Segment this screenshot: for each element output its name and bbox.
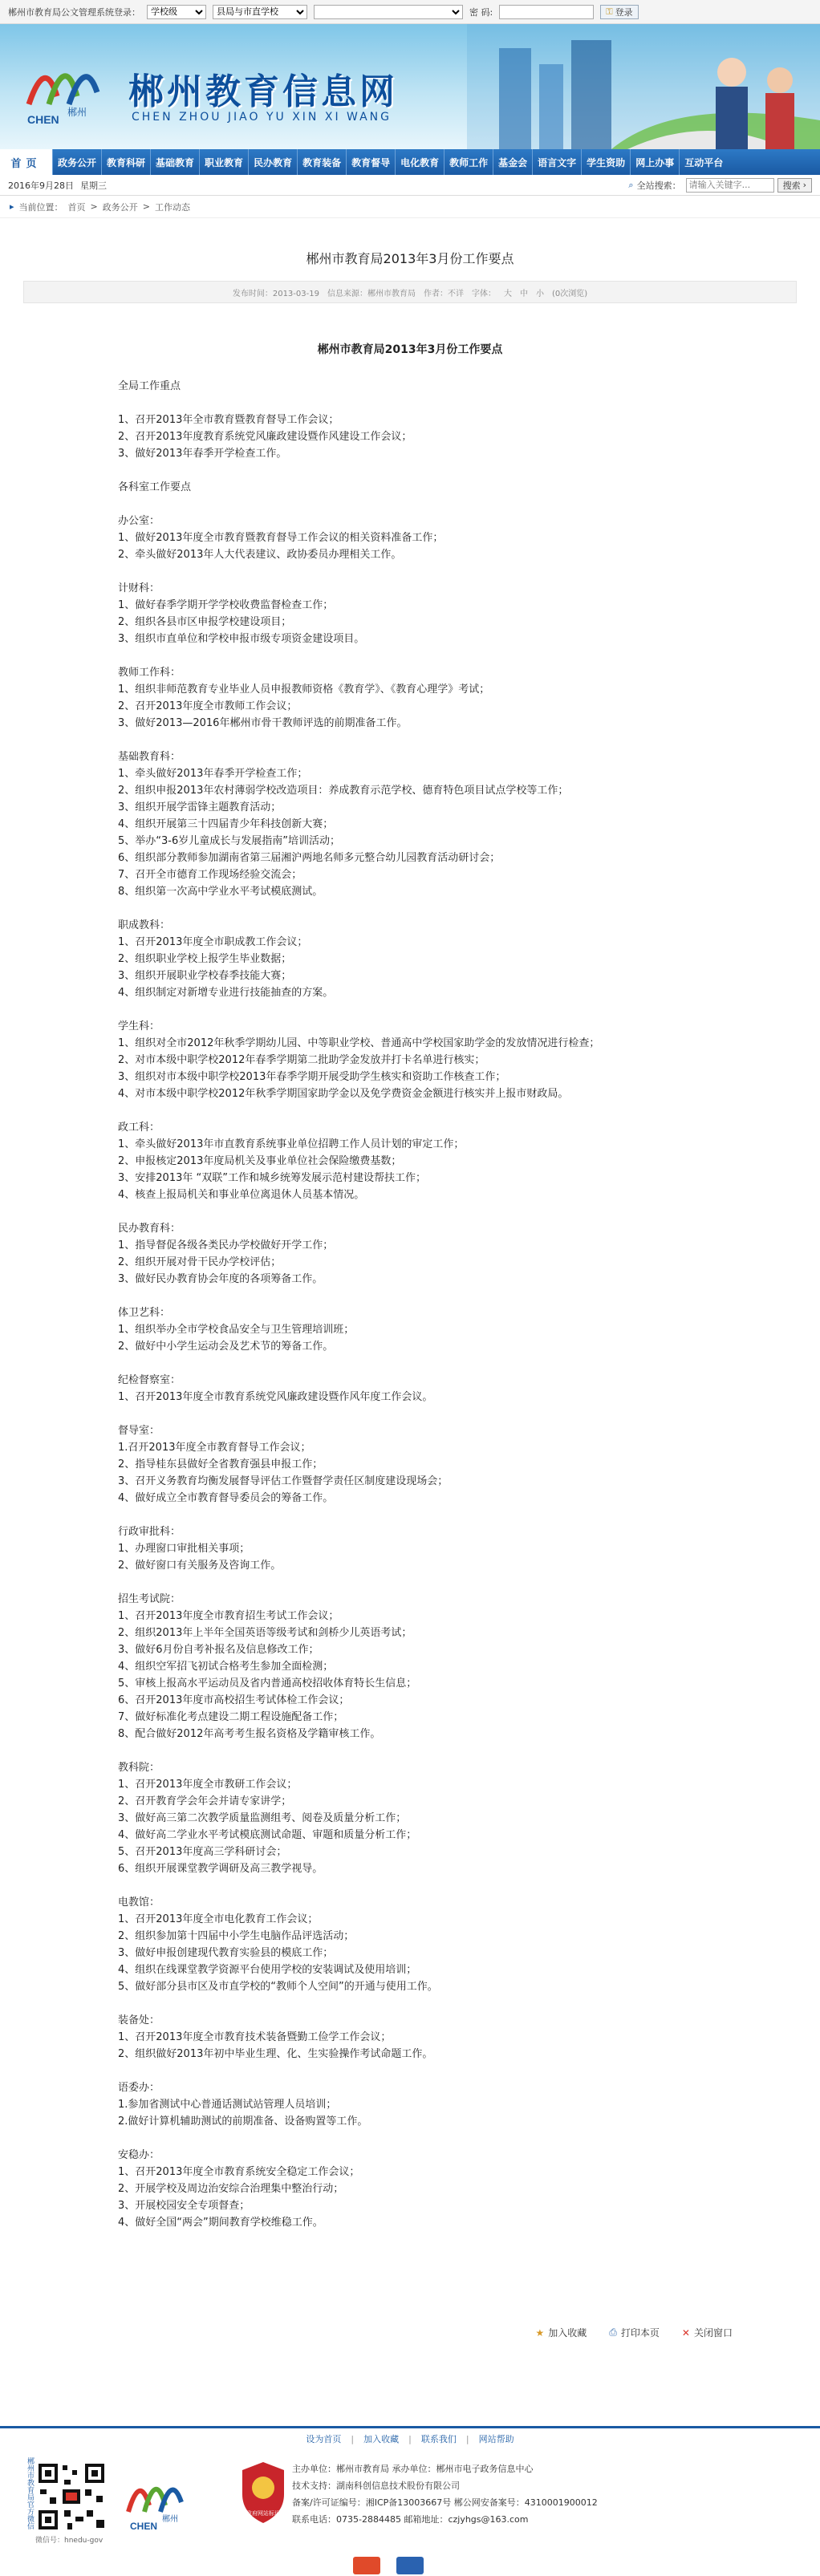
article-line: 1.参加省测试中心普通话测试站管理人员培训； <box>118 2099 337 2111</box>
article-line: 6、召开2013年度市高校招生考试体检工作会议； <box>118 1694 350 1706</box>
county-select[interactable] <box>213 5 307 19</box>
article-line: 4、做好全国“两会”期间教育学校维稳工作。 <box>118 2217 323 2229</box>
nav-item-0[interactable]: 政务公开 <box>53 149 102 175</box>
article-line: 1、做好2013年度全市教育暨教育督导工作会议的相关资料准备工作； <box>118 532 444 544</box>
qr-side-label: 郴州市教育局官方微信 <box>26 2457 34 2529</box>
article-line: 1、组织举办全市学校食品安全与卫生管理培训班； <box>118 1324 355 1336</box>
close-icon: ✕ <box>681 2327 690 2339</box>
search-input[interactable] <box>686 178 774 193</box>
breadcrumb-label: 当前位置： <box>18 201 63 213</box>
search-button[interactable]: 搜索 › <box>777 178 812 193</box>
article-line: 3、组织开展学雷锋主题教育活动； <box>118 801 282 813</box>
blank-line <box>118 1288 797 1304</box>
article-actions <box>23 2326 797 2339</box>
nav-item-9[interactable]: 基金会 <box>493 149 533 175</box>
unit-select[interactable] <box>314 5 463 19</box>
blank-line <box>118 462 797 479</box>
article-line: 1、牵头做好2013年市直教育系统事业单位招聘工作人员计划的审定工作； <box>118 1138 465 1150</box>
system-login-label: 郴州市教育局公文管理系统登录： <box>8 6 140 18</box>
school-level-select[interactable] <box>147 5 206 19</box>
badge-icon-2[interactable] <box>396 2557 424 2574</box>
article-line: 各科室工作要点 <box>118 481 192 493</box>
nav-item-5[interactable]: 教育装备 <box>298 149 347 175</box>
site-name: 郴州教育信息网 <box>128 71 398 112</box>
blank-line <box>118 2130 797 2147</box>
article-line: 2、做好窗口有关服务及咨询工作。 <box>118 1560 282 1572</box>
breadcrumb-item-home[interactable]: 首页 <box>67 201 86 213</box>
article-line: 4、组织开展第三十四届青少年科技创新大赛； <box>118 818 334 830</box>
article-line: 8、配合做好2012年高考考生报名资格及学籍审核工作。 <box>118 1728 381 1740</box>
blank-line <box>118 1406 797 1422</box>
article-line: 行政审批科： <box>118 1526 181 1538</box>
article-line: 4、做好成立全市教育督导委员会的筹备工作。 <box>118 1492 334 1504</box>
article-line: 2、组织职业学校上报学生毕业数据； <box>118 953 292 965</box>
breadcrumb <box>0 196 820 218</box>
nav-item-4[interactable]: 民办教育 <box>249 149 298 175</box>
article-body <box>23 342 797 2231</box>
badge-icon-1[interactable] <box>353 2557 380 2574</box>
date-search-bar <box>0 175 820 196</box>
site-banner <box>0 24 820 149</box>
qr-code-icon <box>35 2460 108 2533</box>
meta-source: 信息来源：郴州市教育局 <box>327 289 416 298</box>
article-line: 计财科： <box>118 582 160 594</box>
nav-item-6[interactable]: 教育督导 <box>347 149 396 175</box>
article-line: 4、做好高二学业水平考试模底测试命题、审题和质量分析工作； <box>118 1829 417 1841</box>
article-line: 2、开展学校及周边治安综合治理集中整治行动； <box>118 2183 344 2195</box>
blank-line <box>118 1742 797 1759</box>
article-line: 3、组织开展职业学校春季技能大赛； <box>118 970 292 982</box>
current-date: 2016年9月28日 <box>8 180 74 191</box>
article-line: 2、组织开展对骨干民办学校评估； <box>118 1256 282 1268</box>
blank-line <box>118 1355 797 1372</box>
article-line: 职成教科： <box>118 919 171 931</box>
article-line: 7、做好标准化考点建设二期工程设施配备工作； <box>118 1711 344 1723</box>
blank-line <box>118 1877 797 1894</box>
nav-item-12[interactable]: 网上办事 <box>631 149 680 175</box>
font-size-large[interactable]: 大 <box>503 289 512 298</box>
article-line: 3、召开义务教育均衡发展督导评估工作暨督学责任区制度建设现场会； <box>118 1475 449 1487</box>
key-icon: ⚿ <box>606 6 613 17</box>
search-label: 全站搜索： <box>636 180 681 191</box>
nav-item-7[interactable]: 电化教育 <box>396 149 445 175</box>
nav-item-3[interactable]: 职业教育 <box>200 149 249 175</box>
blank-line <box>118 496 797 513</box>
article-line: 5、召开2013年度高三学科研讨会； <box>118 1846 287 1858</box>
qr-caption: 微信号：hnedu-gov <box>35 2537 104 2545</box>
nav-item-10[interactable]: 语言文字 <box>533 149 582 175</box>
footer-logo-icon <box>122 2467 194 2531</box>
article-line: 2、组织做好2013年初中毕业生理、化、生实验操作考试命题工作。 <box>118 2048 433 2060</box>
article-line: 1、办理窗口审批相关事项； <box>118 1543 250 1555</box>
blank-line <box>118 1102 797 1119</box>
article-line: 2、召开2013年度教育系统党风廉政建设暨作风建设工作会议； <box>118 431 412 443</box>
article-line: 6、组织开展课堂教学调研及高三教学视导。 <box>118 1863 323 1875</box>
printer-icon: ⎙ <box>609 2327 617 2338</box>
blank-line <box>118 1203 797 1220</box>
print-action[interactable]: ⎙ 打印本页 <box>609 2327 660 2339</box>
article-line: 2、组织申报2013年农村薄弱学校改造项目：养成教育示范学校、德育特色项目试点学校等工作； <box>118 785 569 797</box>
article-line: 2、组织各县市区申报学校建设项目； <box>118 616 292 628</box>
article-line: 全局工作重点 <box>118 380 181 392</box>
nav-item-13[interactable]: 互动平台 <box>684 156 724 168</box>
article-line: 1、做好春季学期开学学校收费监督检查工作； <box>118 599 334 611</box>
article-line: 4、核查上报局机关和事业单位离退休人员基本情况。 <box>118 1189 365 1201</box>
article-line: 电教馆： <box>118 1897 160 1909</box>
footer-link-favorite[interactable]: 加入收藏 <box>363 2434 400 2444</box>
article-line: 督导室： <box>118 1425 160 1437</box>
footer-info-line: 主办单位：郴州市教育局 承办单位：郴州市电子政务信息中心 <box>292 2464 534 2474</box>
article-line: 2、牵头做好2013年人大代表建议、政协委员办理相关工作。 <box>118 549 402 561</box>
article-line: 6、组织部分教师参加湖南省第三届湘沪两地名师多元整合幼儿园教育活动研讨会； <box>118 852 501 864</box>
footer-info <box>292 2460 598 2528</box>
article-line: 1、召开2013年度全市教育招生考试工作会议； <box>118 1610 339 1622</box>
article-line: 4、组织制定对新增专业进行技能抽查的方案。 <box>118 987 334 999</box>
article-line: 2、对市本级中职学校2012年春季学期第二批助学金发放并打卡名单进行核实； <box>118 1054 485 1066</box>
article-line: 1、召开2013年度全市教育系统党风廉政建设暨作风年度工作会议。 <box>118 1391 433 1403</box>
blank-line <box>118 395 797 412</box>
close-action[interactable]: ✕ 关闭窗口 <box>681 2327 733 2339</box>
article-line: 1、召开2013年度全市职成教工作会议； <box>118 936 308 948</box>
footer-logo-text: 郴州 <box>162 2515 178 2524</box>
footer-link-help[interactable]: 网站帮助 <box>478 2434 514 2444</box>
meta-font-label: 字体： <box>471 289 496 298</box>
location-icon: ▸ <box>10 201 14 212</box>
main-nav <box>0 149 820 175</box>
article-title: 郴州市教育局2013年3月份工作要点 <box>306 251 514 266</box>
logo-sub-text: CHEN <box>27 113 59 125</box>
footer-info-line: 联系电话：0735-2884485 邮箱地址：czjyhgs@163.com <box>292 2514 529 2525</box>
logo-text: 郴州 <box>67 107 87 118</box>
footer-links: 设为首页 | 加入收藏 | 联系我们 | 网站帮助 <box>306 2433 514 2444</box>
meta-published: 发布时间：2013-03-19 <box>232 289 319 298</box>
government-site-emblem-icon[interactable] <box>239 2460 287 2525</box>
article-line: 3、组织市直单位和学校申报市级专项资金建设项目。 <box>118 633 365 645</box>
article-line: 5、做好部分县市区及市直学校的“教师个人空间”的开通与使用工作。 <box>118 1981 438 1993</box>
article-line: 2、申报核定2013年度局机关及事业单位社会保险缴费基数； <box>118 1155 402 1167</box>
blank-line <box>118 2063 797 2079</box>
article-line: 1、牵头做好2013年春季开学检查工作； <box>118 768 308 780</box>
footer-info-line: 技术支持：湖南科创信息技术股份有限公司 <box>292 2481 460 2491</box>
breadcrumb-item-news[interactable]: 工作动态 <box>154 201 190 213</box>
article-line: 教科院： <box>118 1762 160 1774</box>
footer-link-home[interactable]: 设为首页 <box>306 2434 342 2444</box>
article-line: 1、召开2013年度全市教研工作会议； <box>118 1779 298 1791</box>
search-icon: ⌕ <box>628 179 634 190</box>
blank-line <box>118 563 797 580</box>
article-line: 体卫艺科： <box>118 1307 171 1319</box>
nav-item-1[interactable]: 教育科研 <box>102 149 151 175</box>
article-line: 1、指导督促各级各类民办学校做好开学工作； <box>118 1239 334 1251</box>
article-line: 1、召开2013年度全市电化教育工作会议； <box>118 1913 319 1925</box>
search-label-wrap <box>628 179 680 192</box>
password-label: 密 码: <box>469 6 493 18</box>
article-line: 学生科： <box>118 1020 160 1032</box>
article-line: 招生考试院： <box>118 1593 181 1605</box>
article-line: 3、开展校园安全专项督查； <box>118 2200 250 2212</box>
article-line: 3、安排2013年 “双联”工作和城乡统筹发展示范村建设帮扶工作； <box>118 1172 426 1184</box>
article-line: 4、对市本级中职学校2012年秋季学期国家助学金以及免学费资金金额进行核实并上报市财政局。 <box>118 1088 569 1100</box>
article-line: 基础教育科： <box>118 751 181 763</box>
breadcrumb-item-public[interactable]: 政务公开 <box>102 201 138 213</box>
article-line: 2、召开教育学会年会并请专家讲学； <box>118 1795 292 1807</box>
article-line: 政工科： <box>118 1122 160 1134</box>
footer-link-contact[interactable]: 联系我们 <box>420 2434 457 2444</box>
article-line: 3、做好高三第二次教学质量监测组考、阅卷及质量分析工作； <box>118 1812 407 1824</box>
favorite-icon: ★ <box>535 2327 545 2339</box>
article-line: 2.做好计算机辅助测试的前期准备、设备购置等工作。 <box>118 2116 368 2128</box>
nav-item-11[interactable]: 学生资助 <box>582 149 631 175</box>
article-line: 1、组织对全市2012年秋季学期幼儿园、中等职业学校、普通高中学校国家助学金的发放情况进行检查； <box>118 1037 600 1049</box>
article-line: 2、召开2013年度全市教师工作会议； <box>118 700 298 712</box>
article-line: 1、召开2013年度全市教育系统安全稳定工作会议； <box>118 2166 360 2178</box>
article-lines <box>118 378 797 2231</box>
blank-line <box>118 1574 797 1591</box>
login-button[interactable]: ⚿ 登录 <box>600 5 638 19</box>
article-line: 2、组织参加第十四届中小学生电脑作品评选活动； <box>118 1930 355 1942</box>
article-line: 7、召开全市德育工作现场经验交流会； <box>118 869 302 881</box>
site-pinyin: CHEN ZHOU JIAO YU XIN XI WANG <box>132 111 392 124</box>
chevron-right-icon: › <box>802 180 806 190</box>
article-line: 1.召开2013年度全市教育督导工作会议； <box>118 1442 311 1454</box>
article-line: 2、组织2013年上半年全国英语等级考试和剑桥少儿英语考试； <box>118 1627 412 1639</box>
article-line: 3、组织对市本级中职学校2013年春季学期开展受助学生核实和资助工作核查工作； <box>118 1071 506 1083</box>
blank-line <box>118 732 797 748</box>
top-login-bar <box>0 0 820 24</box>
banner-decoration-graphic <box>467 24 820 149</box>
article-line: 纪检督察室： <box>118 1374 181 1386</box>
meta-views: (0次浏览) <box>551 289 588 298</box>
nav-home[interactable]: 首页 <box>0 149 53 175</box>
article-line: 3、做好2013—2016年郴州市骨干教师评选的前期准备工作。 <box>118 717 408 729</box>
article-line: 3、做好申报创建现代教育实验县的模底工作； <box>118 1947 334 1959</box>
article-line: 2、指导桂东县做好全省教育强县申报工作； <box>118 1458 323 1471</box>
footer-logo-sub: CHEN <box>130 2521 158 2531</box>
article-line: 教师工作科： <box>118 667 181 679</box>
breadcrumb-separator: > <box>90 201 98 212</box>
nav-item-8[interactable]: 教师工作 <box>445 149 493 175</box>
blank-line <box>118 647 797 664</box>
font-size-small[interactable]: 小 <box>535 289 544 298</box>
article-line: 语委办： <box>118 2082 160 2094</box>
password-input[interactable] <box>499 5 594 19</box>
article-line: 3、做好2013年春季开学检查工作。 <box>118 448 287 460</box>
footer-info-line: 备案/许可证编号：湘ICP备13003667号 郴公网安备案号：4310001900012 <box>292 2497 598 2508</box>
article-line: 1、组织非师范教育专业毕业人员申报教师资格《教育学》、《教育心理学》考试； <box>118 684 490 696</box>
meta-author: 作者：不详 <box>423 289 464 298</box>
current-weekday: 星期三 <box>80 180 107 191</box>
font-size-medium[interactable]: 中 <box>519 289 528 298</box>
article-line: 3、做好6月份自考补报名及信息修改工作； <box>118 1644 319 1656</box>
favorite-action[interactable]: ★ 加入收藏 <box>535 2327 587 2339</box>
breadcrumb-separator: > <box>142 201 150 212</box>
site-logo-icon[interactable] <box>21 48 117 125</box>
article-line: 4、组织空军招飞初试合格考生参加全面检测； <box>118 1661 334 1673</box>
article-line: 民办教育科： <box>118 1223 181 1235</box>
blank-line <box>118 900 797 917</box>
blank-line <box>118 1507 797 1523</box>
article-line: 4、组织在线课堂教学资源平台使用学校的安装调试及使用培训； <box>118 1964 417 1976</box>
article-line: 5、审核上报高水平运动员及省内普通高校招收体育特长生信息； <box>118 1677 417 1690</box>
emblem-caption: 政府网站标识 <box>246 2511 280 2517</box>
article-line: 1、召开2013年度全市教育技术装备暨勤工俭学工作会议； <box>118 2031 392 2043</box>
article-line: 2、做好中小学生运动会及艺术节的筹备工作。 <box>118 1341 334 1353</box>
article-line: 8、组织第一次高中学业水平考试模底测试。 <box>118 886 323 898</box>
blank-line <box>118 1995 797 2012</box>
article-line: 安稳办： <box>118 2149 160 2161</box>
article-line: 1、召开2013年全市教育暨教育督导工作会议； <box>118 414 339 426</box>
article-line: 5、举办“3-6岁儿童成长与发展指南”培训活动； <box>118 835 340 847</box>
article-line: 办公室： <box>118 515 160 527</box>
article-meta <box>23 281 797 303</box>
site-footer <box>0 2426 820 2576</box>
article <box>23 247 797 2339</box>
nav-item-2[interactable]: 基础教育 <box>151 149 200 175</box>
article-subtitle: 郴州市教育局2013年3月份工作要点 <box>317 343 503 356</box>
footer-badges <box>353 2557 424 2574</box>
blank-line <box>118 1001 797 1018</box>
article-line: 装备处： <box>118 2014 160 2026</box>
article-line: 3、做好民办教育协会年度的各项筹备工作。 <box>118 1273 323 1285</box>
